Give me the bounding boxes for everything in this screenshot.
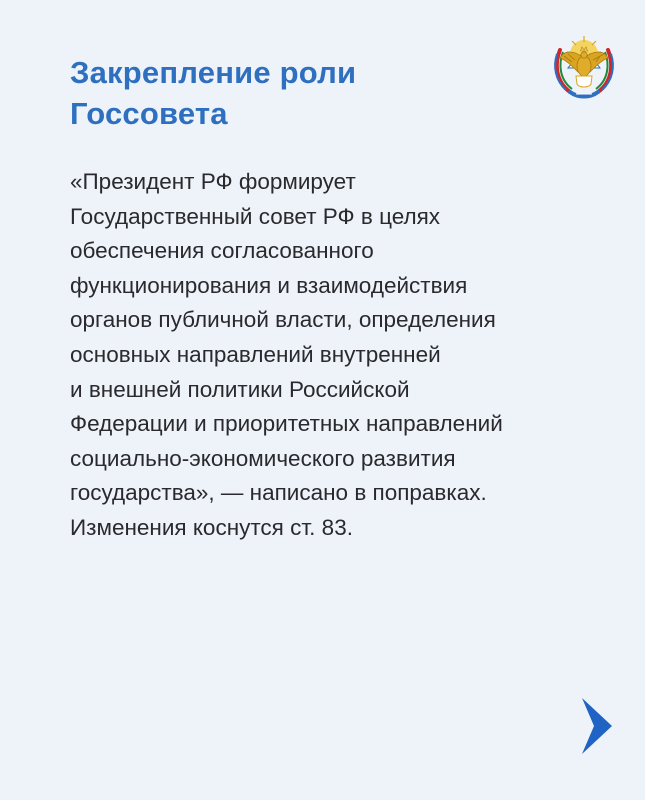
text-line: Федерации и приоритетных направлений (70, 411, 503, 437)
page-title (70, 52, 510, 134)
quote-paragraph (70, 165, 590, 546)
text-line: органов публичной власти, определения (70, 307, 496, 333)
text-line: социально-экономического развития (70, 445, 456, 471)
text-line: государства», — написано в поправках. (70, 480, 487, 506)
text-line: Государственный совет РФ в целях (70, 203, 441, 229)
title-line: Закрепление роли (70, 55, 357, 90)
text-line: и внешней политики Российской (70, 376, 410, 402)
text-line: обеспечения согласованного (70, 238, 374, 264)
text-line: Изменения коснутся ст. 83. (70, 514, 353, 540)
dagestan-coat-of-arms-icon (550, 28, 618, 102)
text-line: функционирования и взаимодействия (70, 272, 468, 298)
chevron-right-icon[interactable] (578, 694, 616, 758)
text-line: основных направлений внутренней (70, 341, 441, 367)
text-line: «Президент РФ формирует (70, 169, 356, 194)
title-line: Госсовета (70, 96, 228, 131)
